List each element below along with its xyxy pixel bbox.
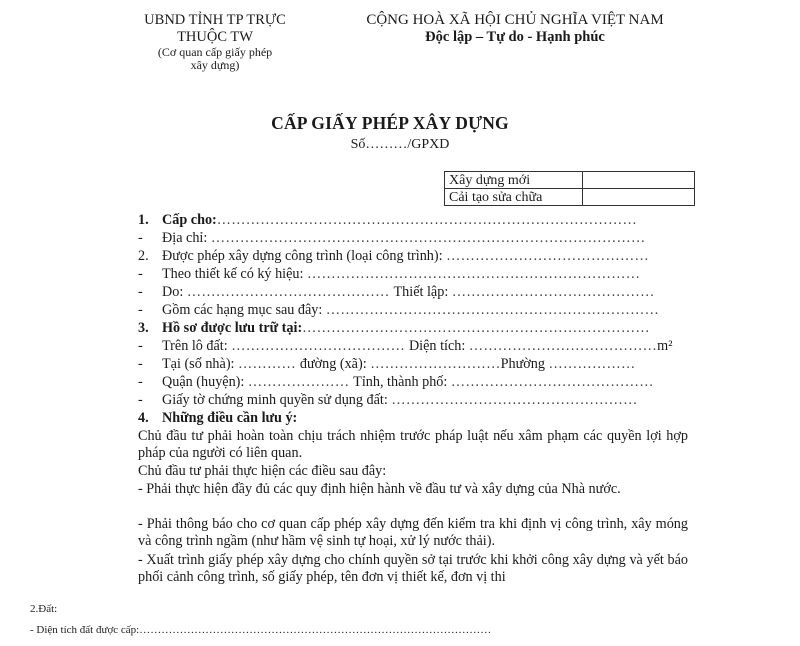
field-blank[interactable]: ……………………………………………………………… — [302, 320, 650, 336]
field-items — [138, 302, 659, 319]
note-bullet-3: - Xuất trình giấy phép xây dựng cho chính quyền sở tại trước khi khởi công xây dựng và yết báo phối cảnh công trình, số giấy phép, tên đơn vị thiết kế, đơn vị thi — [138, 552, 688, 585]
unit-label: m² — [657, 338, 673, 354]
field-label: Được phép xây dựng công trình (loại công trình): — [162, 248, 447, 264]
type-checkbox-renovate[interactable] — [583, 189, 695, 206]
field-blank[interactable]: …………………………………… — [446, 248, 649, 264]
bullet: - — [138, 230, 143, 246]
field-label: Tại (số nhà): — [162, 356, 239, 372]
field-label: Diện tích: — [408, 338, 469, 354]
note-paragraph-2: Chủ đầu tư phải thực hiện các điều sau đây: — [138, 463, 387, 479]
bullet: - — [138, 302, 143, 318]
field-blank[interactable]: ……………………… — [370, 356, 501, 372]
field-blank[interactable]: ………… — [238, 356, 300, 372]
note-paragraph-1: Chủ đầu tư phải hoàn toàn chịu trách nhiệm trước pháp luật nếu xâm phạm các quyền lợi hợp pháp của người có liên quan. — [138, 428, 688, 461]
authority-line-2: THUỘC TW — [177, 29, 253, 45]
section-number: 3. — [138, 320, 149, 336]
section-2-permitted-work — [138, 248, 649, 265]
field-blank[interactable]: …………………………………… — [186, 284, 394, 300]
field-label: Gồm các hạng mục sau đây: — [162, 302, 326, 318]
document-title: CẤP GIẤY PHÉP XÂY DỰNG — [271, 113, 509, 133]
authority-note-2: xây dựng) — [190, 58, 240, 72]
field-label: Tỉnh, thành phố: — [353, 374, 451, 390]
bullet: - — [138, 266, 143, 282]
section-heading: Những điều cần lưu ý: — [162, 410, 298, 426]
land-area-field[interactable]: - Diện tích đất được cấp:…………………………………………………………………………………… — [30, 624, 492, 636]
field-blank[interactable]: …………………………………… — [451, 284, 655, 300]
field-blank[interactable]: ……………………………… — [231, 338, 409, 354]
land-section-label: 2.Đất: — [30, 603, 58, 615]
section-number: 1. — [138, 212, 149, 228]
authority-note-1: (Cơ quan cấp giấy phép — [157, 45, 273, 59]
field-blank[interactable]: …………………………………………………………………………… — [216, 212, 637, 228]
national-header — [345, 12, 685, 46]
field-label: Phường — [500, 356, 549, 372]
field-label: Cấp cho: — [162, 212, 217, 228]
field-blank[interactable]: ………………… — [247, 374, 354, 390]
table-row — [445, 172, 695, 189]
type-label-renovate: Cải tạo sửa chữa — [445, 189, 583, 206]
note-bullet-2: - Phải thông báo cho cơ quan cấp phép xây dựng đến kiểm tra khi định vị công trình, xây móng và công trình ngầm (như hầm vệ sinh tự hoại, xử lý nước thải). — [138, 516, 688, 549]
field-blank[interactable]: …………………………………………………………… — [325, 302, 660, 318]
field-label: Quận (huyện): — [162, 374, 248, 390]
authority-line-1: UBND TỈNH TP TRỰC — [144, 12, 286, 28]
field-label: Địa chỉ: — [162, 230, 211, 246]
bullet: - — [138, 374, 143, 390]
field-label: Do: — [162, 284, 187, 300]
construction-type-table — [444, 171, 695, 206]
field-designed-by — [138, 284, 655, 301]
bullet: - — [138, 338, 143, 354]
bullet: - — [138, 392, 143, 408]
field-label: Thiết lập: — [393, 284, 452, 300]
field-blank[interactable]: …………………………………………………………… — [307, 266, 641, 282]
type-checkbox-new[interactable] — [583, 172, 695, 189]
field-blank[interactable]: ……………………………………………………………………………… — [210, 230, 646, 246]
national-motto: Độc lập – Tự do - Hạnh phúc — [425, 29, 605, 45]
field-label: Hồ sơ được lưu trữ tại: — [162, 320, 303, 336]
field-blank[interactable]: …………………………………… — [450, 374, 654, 390]
section-3-records — [138, 320, 650, 337]
national-title: CỘNG HOÀ XÃ HỘI CHỦ NGHĨA VIỆT NAM — [366, 12, 664, 28]
field-address — [138, 230, 645, 247]
field-label: Trên lô đất: — [162, 338, 232, 354]
note-bullet-1: - Phải thực hiện đầy đủ các quy định hiện hành về đầu tư và xây dựng của Nhà nước. — [138, 481, 621, 497]
section-number: 2. — [138, 248, 149, 264]
bullet: - — [138, 356, 143, 372]
field-blank[interactable]: ……………… — [548, 356, 636, 372]
table-row — [445, 189, 695, 206]
type-label-new: Xây dựng mới — [445, 172, 583, 189]
field-label: Giấy tờ chứng minh quyền sử dụng đất: — [162, 392, 392, 408]
field-land-papers — [138, 392, 638, 409]
field-blank[interactable]: …………………………………………… — [391, 392, 638, 408]
field-district — [138, 374, 654, 391]
field-blank[interactable]: ………………………………… — [468, 338, 658, 354]
field-design-code — [138, 266, 640, 283]
field-location — [138, 356, 635, 373]
section-1-issued-to — [138, 212, 637, 229]
bullet: - — [138, 284, 143, 300]
permit-number: Số………/GPXD — [350, 137, 450, 152]
field-label: đường (xã): — [299, 356, 371, 372]
section-4-notes — [138, 410, 297, 427]
field-label: Theo thiết kế có ký hiệu: — [162, 266, 307, 282]
issuing-authority — [130, 12, 300, 72]
field-land-lot — [138, 338, 672, 355]
section-number: 4. — [138, 410, 149, 426]
